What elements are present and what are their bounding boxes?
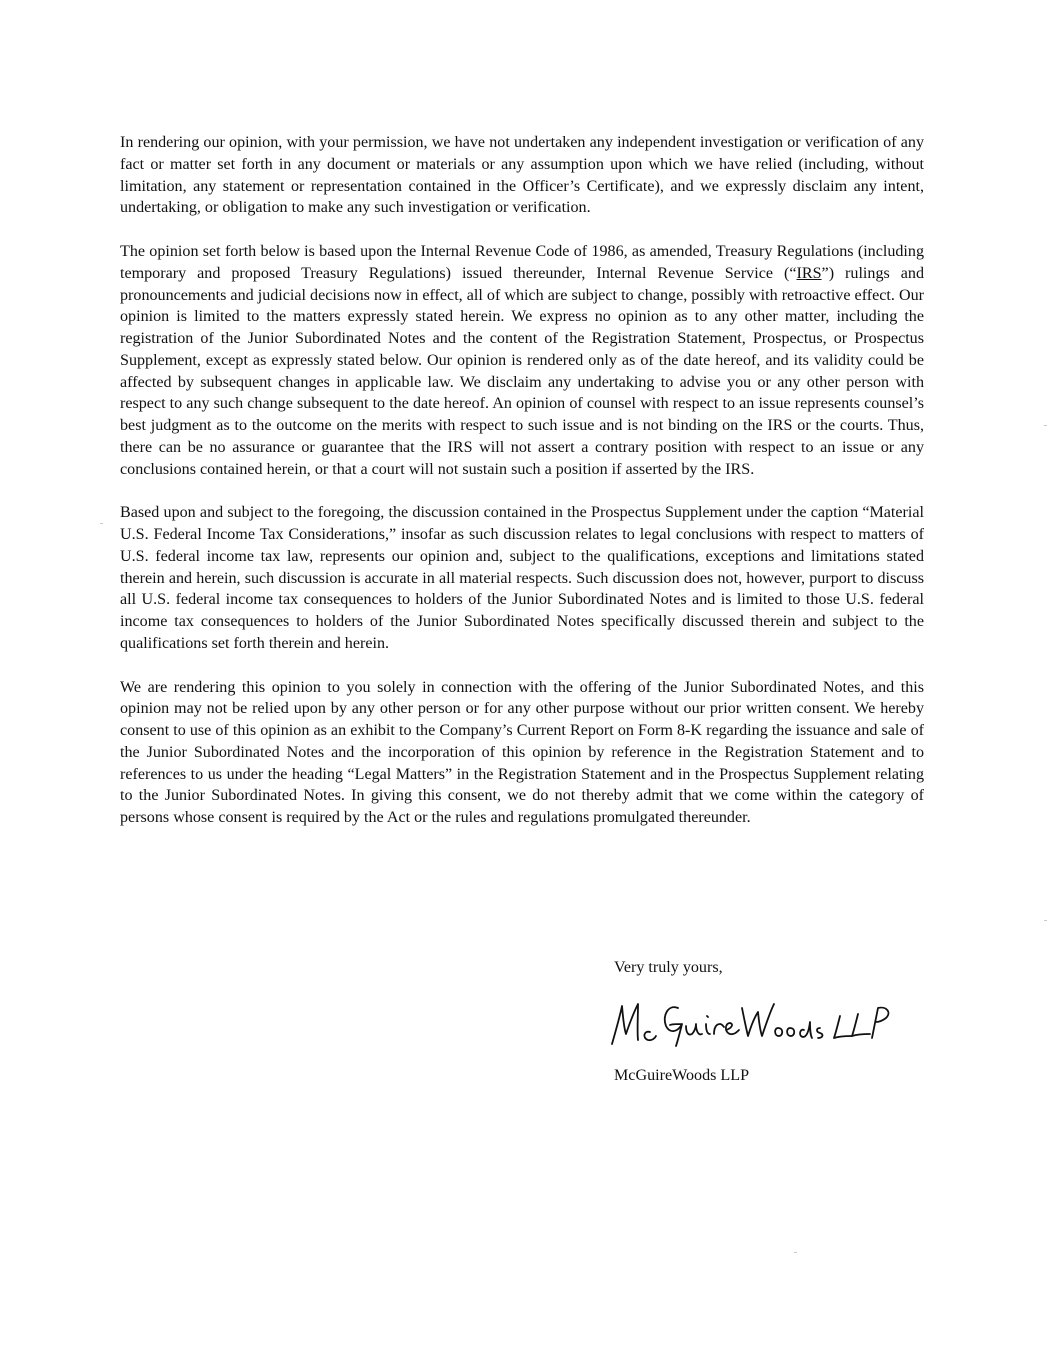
scan-speck: [1044, 425, 1047, 426]
paragraph-opinion-basis: [120, 241, 924, 480]
scan-speck: [100, 523, 103, 524]
paragraph-opinion-basis-start: The opinion set forth below is based upon the Internal Revenue Code of 1986, as amended, Treasury Regulations (including temporary and proposed Treasury Regulations) issued thereunder, Internal Revenue Service (“: [120, 243, 924, 282]
scan-speck: [794, 1252, 797, 1253]
irs-defined-term: IRS: [796, 264, 822, 282]
scan-speck: [1044, 920, 1047, 921]
paragraph-tax-opinion: Based upon and subject to the foregoing, the discussion contained in the Prospectus Supplement under the caption “Material U.S. Federal Income Tax Considerations,” insofar as such discussion relates to legal conclusions with respect to matters of U.S. federal income tax law, represents our opinion and, subject to the qualifications, exceptions and limitations stated therein and herein, such discussion is accurate in all material respects. Such discussion does not, however, purport to discuss all U.S. federal income tax consequences to holders of the Junior Subordinated Notes and is limited to those U.S. federal income tax consequences to holders of the Junior Subordinated Notes specifically discussed therein and subject to the qualifications set forth therein and herein.: [120, 504, 924, 652]
paragraph-reliance-disclaimer: In rendering our opinion, with your permission, we have not undertaken any independent investigation or verification of any fact or matter set forth in any document or materials or any assumption upon which we have relied (including, without limitation, any statement or representation contained in the Officer’s Certificate), and we expressly disclaim any intent, undertaking, or obligation to make any such investigation or verification.: [120, 134, 924, 217]
closing-salutation: Very truly yours,: [614, 959, 723, 976]
paragraph-opinion-basis-rest: ”) rulings and pronouncements and judicial decisions now in effect, all of which are subject to change, possibly with retroactive effect. Our opinion is limited to the matters expressly stated herein. We express no opinion as to any other matter, including the registration of the Junior Subordinated Notes and the content of the Registration Statement, Prospectus, or Prospectus Supplement, except as expressly stated below. Our opinion is rendered only as of the date hereof, and its validity could be affected by subsequent changes in applicable law. We disclaim any undertaking to advise you or any other person with respect to any such change subsequent to the date hereof. An opinion of counsel with respect to an issue represents counsel’s best judgment as to the outcome on the merits with respect to such issue and is not binding on the IRS or the courts. Thus, there can be no assurance or guarantee that the IRS will not assert a contrary position with respect to an issue or any conclusions contained herein, or that a court will not sustain such a position if asserted by the IRS.: [120, 264, 924, 478]
paragraph-consent: We are rendering this opinion to you solely in connection with the offering of the Junior Subordinated Notes, and this opinion may not be relied upon by any other person or for any other purpose without our prior written consent. We hereby consent to use of this opinion as an exhibit to the Company’s Current Report on Form 8-K regarding the issuance and sale of the Junior Subordinated Notes and the incorporation of this opinion by reference in the Registration Statement and to references to us under the heading “Legal Matters” in the Registration Statement and in the Prospectus Supplement relating to the Junior Subordinated Notes. In giving this consent, we do not thereby admit that we come within the category of persons whose consent is required by the Act or the rules and regulations promulgated thereunder.: [120, 678, 924, 826]
letter-body: [120, 132, 924, 851]
signer-name: McGuireWoods LLP: [614, 1067, 750, 1084]
handwritten-signature: [606, 994, 896, 1054]
